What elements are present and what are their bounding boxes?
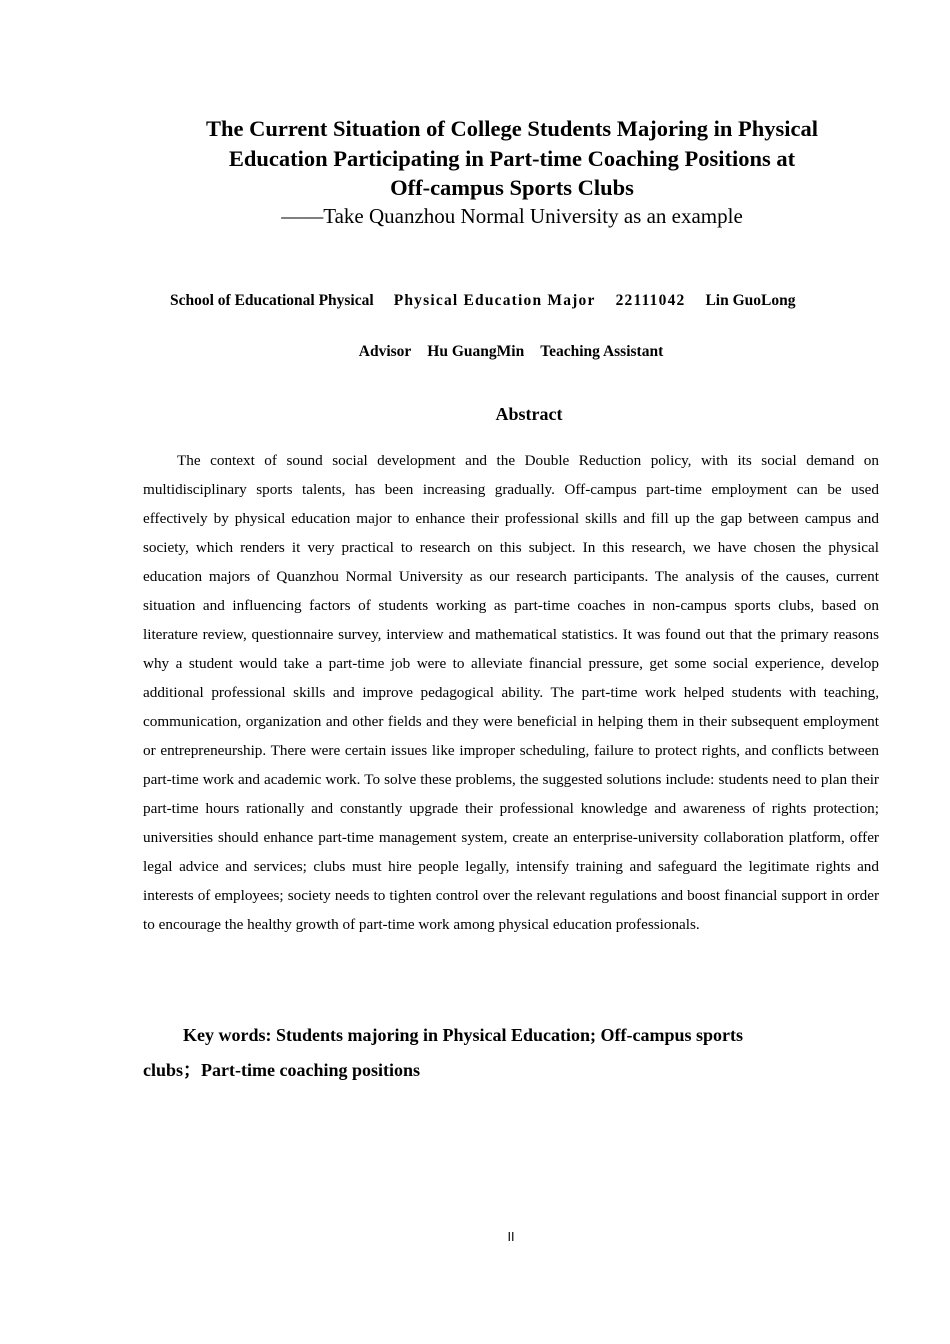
author-school: School of Educational Physical <box>170 292 374 309</box>
advisor-title: Teaching Assistant <box>540 343 664 360</box>
keywords <box>143 1018 883 1088</box>
advisor-line <box>0 342 950 362</box>
title-line-1: The Current Situation of College Students Majoring in Physical <box>205 116 819 141</box>
title-line-3: Off-campus Sports Clubs <box>390 175 634 200</box>
abstract-body: The context of sound social development and the Double Reduction policy, with its social demand on multidisciplinary sports talents, has been increasing gradually. Off-campus part-time employment can be used effectively by physical education major to enhance their professional skills and fill up the gap between campus and society, which renders it very practical to research on this subject. In this research, we have chosen the physical education majors of Quanzhou Normal University as our research participants. The analysis of the causes, current situation and influencing factors of students working as part-time coaches in non-campus sports clubs, based on literature review, questionnaire survey, interview and mathematical statistics. It was found out that the primary reasons why a student would take a part-time job were to alleviate financial pressure, get some social experience, develop additional professional skills and improve pedagogical ability. The part-time work helped students with teaching, communication, organization and other fields and they were beneficial in helping them in their subsequent employment or entrepreneurship. There were certain issues like improper scheduling, failure to protect rights, and conflicts between part-time work and academic work. To solve these problems, the suggested solutions include: students need to plan their part-time hours rationally and constantly upgrade their professional knowledge and awareness of rights protection; universities should enhance part-time management system, create an enterprise-university collaboration platform, offer legal advice and services; clubs must hire people legally, intensify training and safeguard the legitimate rights and interests of employees; society needs to tighten control over the relevant regulations and boost financial support in order to encourage the healthy growth of part-time work among physical education professionals. <box>143 452 879 933</box>
subtitle: ——Take Quanzhou Normal University as an example <box>281 204 743 228</box>
title-line-2: Education Participating in Part-time Coaching Positions at <box>228 146 796 171</box>
abstract-heading: Abstract <box>495 404 563 424</box>
author-line <box>170 291 860 311</box>
title-block <box>0 113 950 230</box>
keywords-line-2: clubs；Part-time coaching positions <box>143 1060 420 1080</box>
page-number: II <box>507 1230 515 1244</box>
author-major: Physical Education Major <box>393 292 596 309</box>
keywords-line-1: Key words: Students majoring in Physical Education; Off-campus sports <box>183 1025 744 1045</box>
advisor-name: Hu GuangMin <box>427 343 525 360</box>
advisor-label: Advisor <box>358 343 412 360</box>
author-name: Lin GuoLong <box>705 292 796 309</box>
author-student-id: 22111042 <box>615 292 686 309</box>
